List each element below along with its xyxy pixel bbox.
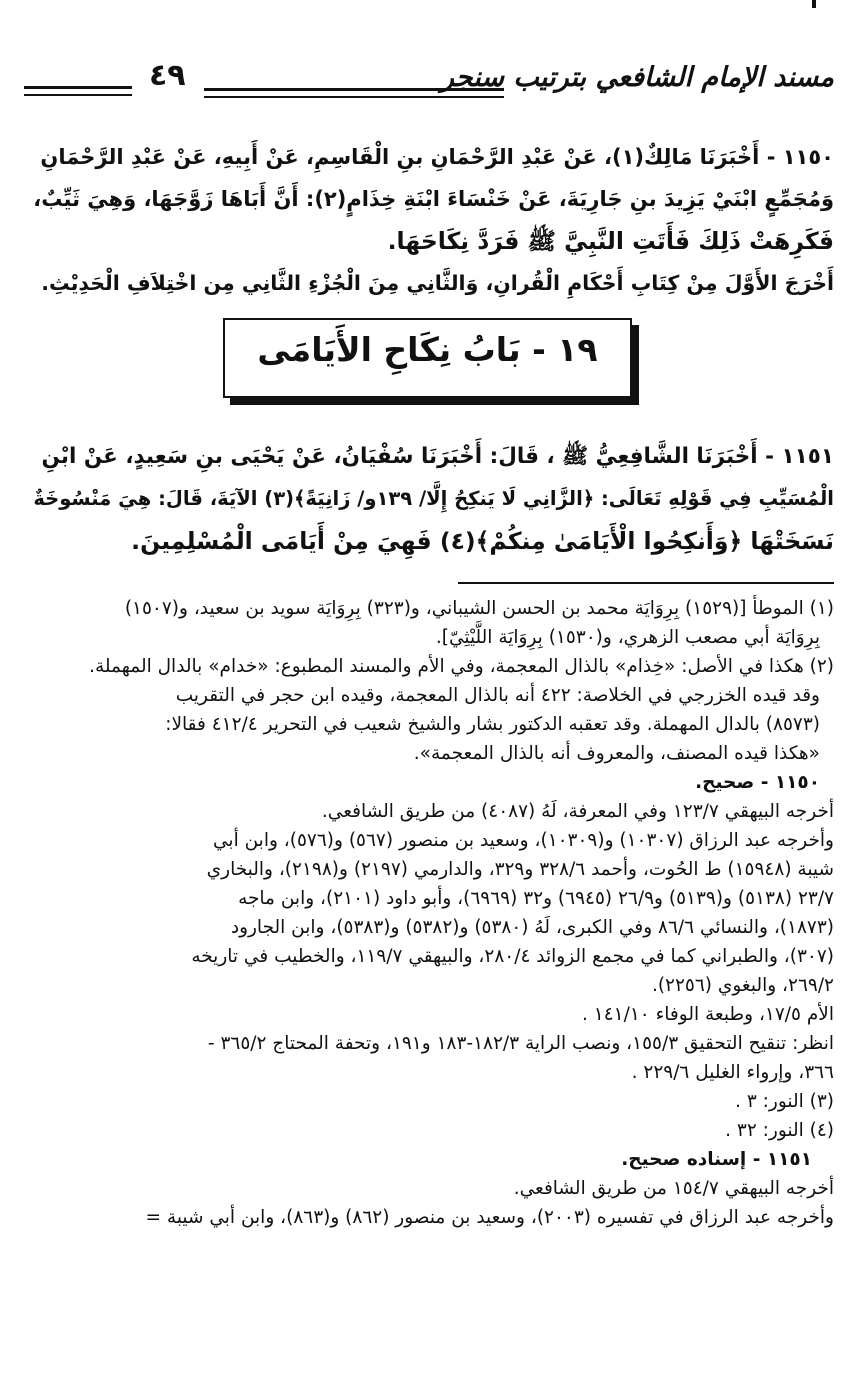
header-rule-left-bottom <box>24 94 132 96</box>
page-number: ٤٩ <box>149 58 186 93</box>
footnotes <box>24 594 834 1232</box>
page-header <box>24 58 834 108</box>
hadith-line: وَمُجَمِّعٍ ابْنَيْ يَزِيدَ بنِ جَارِيَةَ، عَنْ خَنْسَاءَ ابْنَةِ خِذَامٍ(٢): أَنَّ أَبَاهَا زَوَّجَهَا، وَهِيَ ثَيِّبٌ، <box>33 187 834 211</box>
hadith-1150 <box>30 136 834 304</box>
footnote-line: ١١٥٠ - صحيح. <box>695 772 820 793</box>
scan-mark <box>812 0 816 8</box>
header-rule-right-bottom <box>204 96 504 98</box>
footnote-line: (٣) النور: ٣ . <box>735 1091 834 1112</box>
hadith-line: نَسَخَتْهَا ﴿وَأَنكِحُوا الْأَيَامَىٰ مِنكُمْ﴾(٤) فَهِيَ مِنْ أَيَامَى الْمُسْلِمِينَ. <box>131 527 834 555</box>
hadith-line: أَخْرَجَ الأَوَّلَ مِنْ كِتَابِ أَحْكَامِ الْقُرانِ، وَالثَّانِي مِنَ الْجُزْءِ الثَّانِي مِن اخْتِلاَفِ الْحَدِيْثِ. <box>41 271 834 295</box>
chapter-title: ١٩ - بَابُ نِكَاحِ الأَيَامَى <box>257 330 598 369</box>
footnote-line: انظر: تنقيح التحقيق ١٥٥/٣، ونصب الراية ١٨٢/٣-١٨٣ و١٩١، وتحفة المحتاج ٣٦٥/٢ - <box>207 1033 834 1054</box>
header-rule-left-top <box>24 86 132 89</box>
footnote-separator <box>458 582 834 584</box>
footnote-line: (٣٠٧)، والطبراني كما في مجمع الزوائد ٢٨٠/٤، والبيهقي ١١٩/٧، والخطيب في تاريخه <box>191 946 834 967</box>
hadith-line: ١١٥٠ - أَخْبَرَنَا مَالِكٌ(١)، عَنْ عَبْدِ الرَّحْمَانِ بنِ الْقَاسِمِ، عَنْ أَبِيهِ، عَنْ عَبْدِ الرَّحْمَانِ <box>40 145 834 169</box>
footnote-line: ٣٦٦، وإرواء الغليل ٢٢٩/٦ . <box>631 1062 834 1083</box>
footnote-line: بِرِوَايَة أبي مصعب الزهري، و(١٥٣٠) بِرِوَايَة اللَّيْثِيّ]. <box>435 627 820 648</box>
footnote-line: أخرجه البيهقي ١٢٣/٧ وفي المعرفة، لَهُ (٤٠٨٧) من طريق الشافعي. <box>321 801 834 822</box>
hadith-1151 <box>30 436 834 562</box>
footnote-line: (٢) هكذا في الأصل: «خِذام» بالذال المعجمة، وفي الأم والمسند المطبوع: «خدام» بالدال المهملة. <box>89 656 834 677</box>
footnote-line: (١٨٧٣)، والنسائي ٨٦/٦ وفي الكبرى، لَهُ (٥٣٨٠) و(٥٣٨٢) و(٥٣٨٣)، وابن الجارود <box>230 917 834 938</box>
footnote-line: ١١٥١ - إسناده صحيح. <box>621 1149 812 1170</box>
header-rule-right-top <box>204 88 504 91</box>
footnote-line: شيبة (١٥٩٤٨) ط الحُوت، وأحمد ٣٢٨/٦ و٣٢٩، والدارمي (٢١٩٧) و(٢١٩٨)، والبخاري <box>206 859 834 880</box>
footnote-line: (١) الموطأ [(١٥٢٩) بِرِوَايَة محمد بن الحسن الشيباني، و(٣٢٣) بِرِوَايَة سويد بن سعيد، و(١٥٠٧) <box>124 598 834 619</box>
footnote-line: ٢٣/٧ (٥١٣٨) و(٥١٣٩) و٢٦/٩ (٦٩٤٥) و٣٢ (٦٩٦٩)، وأبو داود (٢١٠١)، وابن ماجه <box>238 888 834 909</box>
hadith-line: الْمُسَيِّبِ فِي قَوْلِهِ تَعَالَى: ﴿الزَّانِي لَا يَنكِحُ إِلَّا/ ١٣٩و/ زَانِيَةً﴾(٣) الآيَةَ، قَالَ: هِيَ مَنْسُوخَةٌ <box>33 487 834 510</box>
footnote-line: أخرجه البيهقي ١٥٤/٧ من طريق الشافعي. <box>513 1178 834 1199</box>
footnote-line: (٨٥٧٣) بالدال المهملة. وقد تعقبه الدكتور بشار والشيخ شعيب في التحرير ٤١٢/٤ فقالا: <box>165 714 820 735</box>
footnote-line: (٤) النور: ٣٢ . <box>725 1120 834 1141</box>
footnote-line: وأخرجه عبد الرزاق في تفسيره (٢٠٠٣)، وسعيد بن منصور (٨٦٢) و(٨٦٣)، وابن أبي شيبة = <box>145 1207 834 1228</box>
chapter-heading-box <box>223 318 632 398</box>
footnote-line: ٢٦٩/٢، والبغوي (٢٢٥٦). <box>651 975 834 996</box>
hadith-line: ١١٥١ - أَخْبَرَنَا الشَّافِعِيُّ ﷺ ، قَالَ: أَخْبَرَنَا سُفْيَانُ، عَنْ يَحْيَى بنِ سَعِيدٍ، عَنْ ابْنِ <box>41 444 834 469</box>
hadith-line: فَكَرِهَتْ ذَلِكَ فَأَتَتِ النَّبِيَّ ﷺ فَرَدَّ نِكَاحَهَا. <box>387 227 834 255</box>
footnote-line: وأخرجه عبد الرزاق (١٠٣٠٧) و(١٠٣٠٩)، وسعيد بن منصور (٥٦٧) و(٥٧٦)، وابن أبي <box>213 830 834 851</box>
running-title: مسند الإمام الشافعي بترتيب سنجر <box>440 62 834 93</box>
footnote-line: «هكذا قيده المصنف، والمعروف أنه بالذال المعجمة». <box>413 743 820 764</box>
footnote-line: وقد قيده الخزرجي في الخلاصة: ٤٢٢ أنه بالذال المعجمة، وقيده ابن حجر في التقريب <box>175 685 820 706</box>
footnote-line: الأم ١٧/٥، وطبعة الوفاء ١٤١/١٠ . <box>582 1004 834 1025</box>
